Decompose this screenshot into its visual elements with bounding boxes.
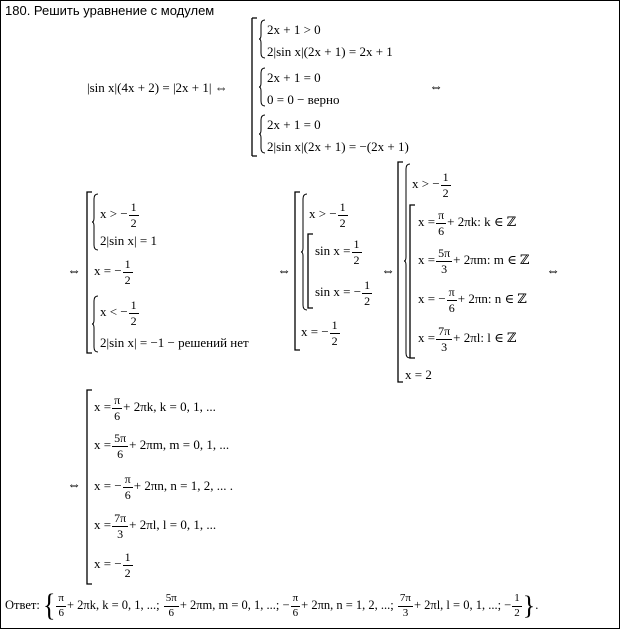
case2-brace: [258, 67, 266, 107]
case2-condition: 2x + 1 = 0: [267, 70, 321, 85]
answer-label: Ответ:: [5, 597, 40, 612]
equiv-arrow-3: ⇔: [277, 264, 291, 279]
equiv-arrow-2: ⇔: [67, 264, 81, 279]
equiv-arrow-6: ⇔: [67, 478, 81, 493]
step2-mid: x = − $\frac{1}{2}$: [94, 257, 131, 287]
case1-brace: [258, 19, 266, 59]
original-equation: |sin x|(4x + 2) = |2x + 1| ⇔: [87, 80, 228, 95]
equiv-arrow-1: ⇔: [429, 80, 443, 95]
step2-eq-2: 2|sin x| = −1 − решений нет: [100, 335, 249, 350]
step4-root-2: x = $\frac{5\pi}{3}$ + 2πm: m ∈ ℤ: [418, 246, 530, 276]
step5-root-5: x = − $\frac{1}{2}$: [94, 550, 131, 580]
step2-brace-2: [91, 295, 99, 353]
step2-cond-1: x > − $\frac{1}{2}$: [100, 200, 137, 230]
equiv-arrow-5: ⇔: [546, 264, 560, 279]
case2-equation: 0 = 0 − верно: [267, 92, 340, 107]
step4-cond: x > − $\frac{1}{2}$: [412, 170, 449, 200]
step5-root-2: x = $\frac{5\pi}{6}$ + 2πm, m = 0, 1, ...: [94, 431, 230, 461]
case1-equation: 2|sin x|(2x + 1) = 2x + 1: [267, 44, 393, 59]
case3-condition: 2x + 1 = 0: [267, 117, 321, 132]
step3-sin-pos: sin x = $\frac{1}{2}$: [315, 237, 360, 267]
step5-root-1: x = $\frac{\pi}{6}$ + 2πk, k = 0, 1, ...: [94, 393, 216, 423]
step3-cond: x > − $\frac{1}{2}$: [309, 200, 346, 230]
step3-last: x = − $\frac{1}{2}$: [301, 318, 338, 348]
step2-brace-1: [91, 193, 99, 251]
case3-equation: 2|sin x|(2x + 1) = −(2x + 1): [267, 139, 409, 154]
step5-root-3: x = − $\frac{\pi}{6}$ + 2πn, n = 1, 2, ... .: [94, 472, 233, 502]
answer-line: Ответ: { $\frac{\pi}{6}$ + 2πk, k = 0, 1, ...; $\frac{5\pi}{6}$ + 2πm, m = 0, 1, ...; − $\frac{\pi}{6}$ + 2πn, n = 1, 2, ...; $\frac{7\pi}{3}$ + 2πl, l = 0, 1, ...; − $\frac{1}{2}$ }.: [5, 588, 539, 623]
step4-root-1: x = $\frac{\pi}{6}$ + 2πk: k ∈ ℤ: [418, 208, 517, 238]
step2-eq-1: 2|sin x| = 1: [100, 233, 157, 248]
step5-root-4: x = $\frac{7\pi}{3}$ + 2πl, l = 0, 1, ...: [94, 511, 217, 541]
equiv-arrow-4: ⇔: [381, 264, 395, 279]
step2-cond-2: x < − $\frac{1}{2}$: [100, 298, 137, 328]
step4-root-4: x = $\frac{7\pi}{3}$ + 2πl: l ∈ ℤ: [418, 324, 517, 354]
step3-sin-neg: sin x = − $\frac{1}{2}$: [315, 278, 371, 308]
step4-root-3: x = − $\frac{\pi}{6}$ + 2πn: n ∈ ℤ: [418, 285, 527, 315]
problem-title: 180. Решить уравнение с модулем: [5, 3, 215, 18]
step4-last: x = 2: [405, 367, 432, 382]
case3-brace: [258, 114, 266, 154]
case1-condition: 2x + 1 > 0: [267, 22, 321, 37]
